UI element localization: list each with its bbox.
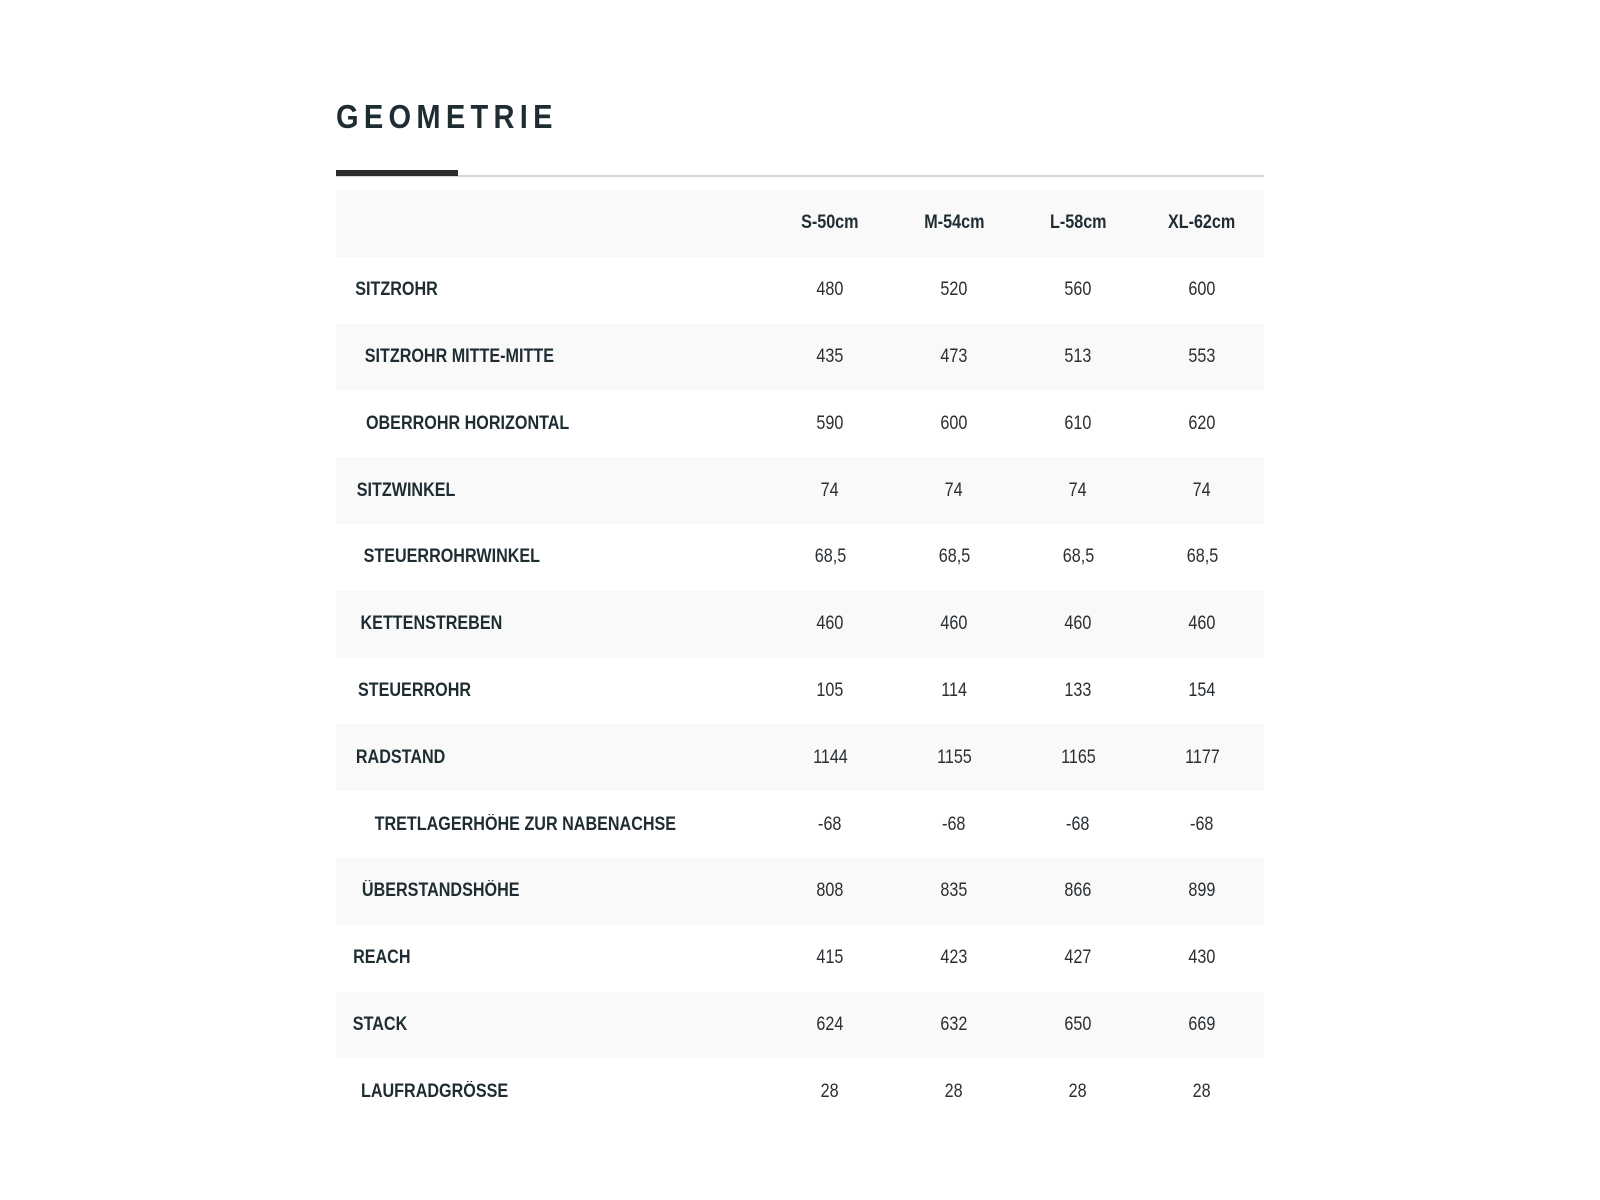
table-row bbox=[336, 658, 1264, 725]
row-value: 28 bbox=[821, 1080, 839, 1102]
row-value: 600 bbox=[1188, 279, 1216, 301]
row-label: SITZROHR bbox=[355, 279, 438, 301]
table-row bbox=[336, 992, 1264, 1059]
row-value: 590 bbox=[816, 412, 844, 434]
table-row bbox=[336, 1058, 1264, 1125]
row-value: 866 bbox=[1064, 880, 1092, 902]
row-value: 632 bbox=[940, 1013, 968, 1035]
column-header-m: M-54cm bbox=[923, 212, 985, 234]
table-header-row bbox=[336, 190, 1264, 257]
row-value: -68 bbox=[818, 813, 842, 835]
title-accent-bar bbox=[336, 170, 458, 176]
table-row bbox=[336, 257, 1264, 324]
row-value: 435 bbox=[816, 345, 844, 367]
row-value: 1165 bbox=[1060, 746, 1096, 768]
row-value: 1155 bbox=[936, 746, 972, 768]
row-value: 513 bbox=[1064, 345, 1092, 367]
row-value: 473 bbox=[940, 345, 968, 367]
column-header-xl: XL-62cm bbox=[1168, 212, 1236, 234]
row-value: 154 bbox=[1188, 679, 1216, 701]
row-value: 624 bbox=[816, 1013, 844, 1035]
row-value: 133 bbox=[1064, 679, 1092, 701]
column-header-s: S-50cm bbox=[801, 212, 859, 234]
row-value: 430 bbox=[1188, 947, 1216, 969]
row-value: 427 bbox=[1064, 947, 1092, 969]
section-title: GEOMETRIE bbox=[336, 98, 558, 135]
row-value: 460 bbox=[1188, 613, 1216, 635]
row-value: 74 bbox=[1069, 479, 1087, 501]
row-label: OBERROHR HORIZONTAL bbox=[365, 412, 570, 434]
row-value: 899 bbox=[1188, 880, 1216, 902]
row-value: 74 bbox=[821, 479, 839, 501]
row-value: 68,5 bbox=[938, 546, 970, 568]
row-label: SITZWINKEL bbox=[356, 479, 456, 501]
row-label: RADSTAND bbox=[355, 746, 446, 768]
row-value: 28 bbox=[1193, 1080, 1211, 1102]
row-value: 650 bbox=[1064, 1013, 1092, 1035]
row-label: STACK bbox=[352, 1013, 408, 1035]
table-row bbox=[336, 390, 1264, 457]
row-value: 68,5 bbox=[1186, 546, 1218, 568]
row-value: 520 bbox=[940, 279, 968, 301]
row-label: STEUERROHRWINKEL bbox=[363, 546, 541, 568]
row-value: 68,5 bbox=[814, 546, 846, 568]
row-value: 1144 bbox=[812, 746, 848, 768]
row-label: REACH bbox=[353, 947, 411, 969]
row-value: 808 bbox=[816, 880, 844, 902]
row-value: 600 bbox=[940, 412, 968, 434]
row-label: KETTENSTREBEN bbox=[360, 613, 503, 635]
geometry-table bbox=[336, 190, 1264, 1125]
table-row bbox=[336, 925, 1264, 992]
row-value: 560 bbox=[1064, 279, 1092, 301]
title-divider bbox=[336, 175, 1264, 177]
row-value: -68 bbox=[1190, 813, 1214, 835]
row-label: TRETLAGERHÖHE ZUR NABENACHSE bbox=[374, 813, 677, 835]
row-value: 460 bbox=[1064, 613, 1092, 635]
row-value: 460 bbox=[940, 613, 968, 635]
table-row bbox=[336, 457, 1264, 524]
row-value: -68 bbox=[942, 813, 966, 835]
row-value: 835 bbox=[940, 880, 968, 902]
row-value: 28 bbox=[945, 1080, 963, 1102]
row-value: 669 bbox=[1188, 1013, 1216, 1035]
table-row bbox=[336, 591, 1264, 658]
row-value: 620 bbox=[1188, 412, 1216, 434]
row-value: 460 bbox=[816, 613, 844, 635]
row-value: 68,5 bbox=[1062, 546, 1094, 568]
row-value: 74 bbox=[945, 479, 963, 501]
table-row bbox=[336, 524, 1264, 591]
row-value: 1177 bbox=[1184, 746, 1220, 768]
row-value: -68 bbox=[1066, 813, 1090, 835]
row-value: 423 bbox=[940, 947, 968, 969]
table-row bbox=[336, 724, 1264, 791]
row-label: SITZROHR MITTE-MITTE bbox=[364, 345, 555, 367]
header-empty-cell bbox=[336, 190, 768, 257]
table-row bbox=[336, 791, 1264, 858]
row-value: 74 bbox=[1193, 479, 1211, 501]
table-row bbox=[336, 324, 1264, 391]
row-value: 105 bbox=[816, 679, 844, 701]
row-value: 610 bbox=[1064, 412, 1092, 434]
row-label: ÜBERSTANDSHÖHE bbox=[361, 880, 520, 902]
row-value: 28 bbox=[1069, 1080, 1087, 1102]
column-header-l: L-58cm bbox=[1049, 212, 1107, 234]
table-row bbox=[336, 858, 1264, 925]
row-label: STEUERROHR bbox=[357, 679, 472, 701]
row-value: 114 bbox=[941, 679, 967, 701]
row-value: 415 bbox=[816, 947, 844, 969]
row-value: 553 bbox=[1188, 345, 1216, 367]
row-label: LAUFRADGRÖSSE bbox=[360, 1080, 509, 1102]
row-value: 480 bbox=[816, 279, 844, 301]
